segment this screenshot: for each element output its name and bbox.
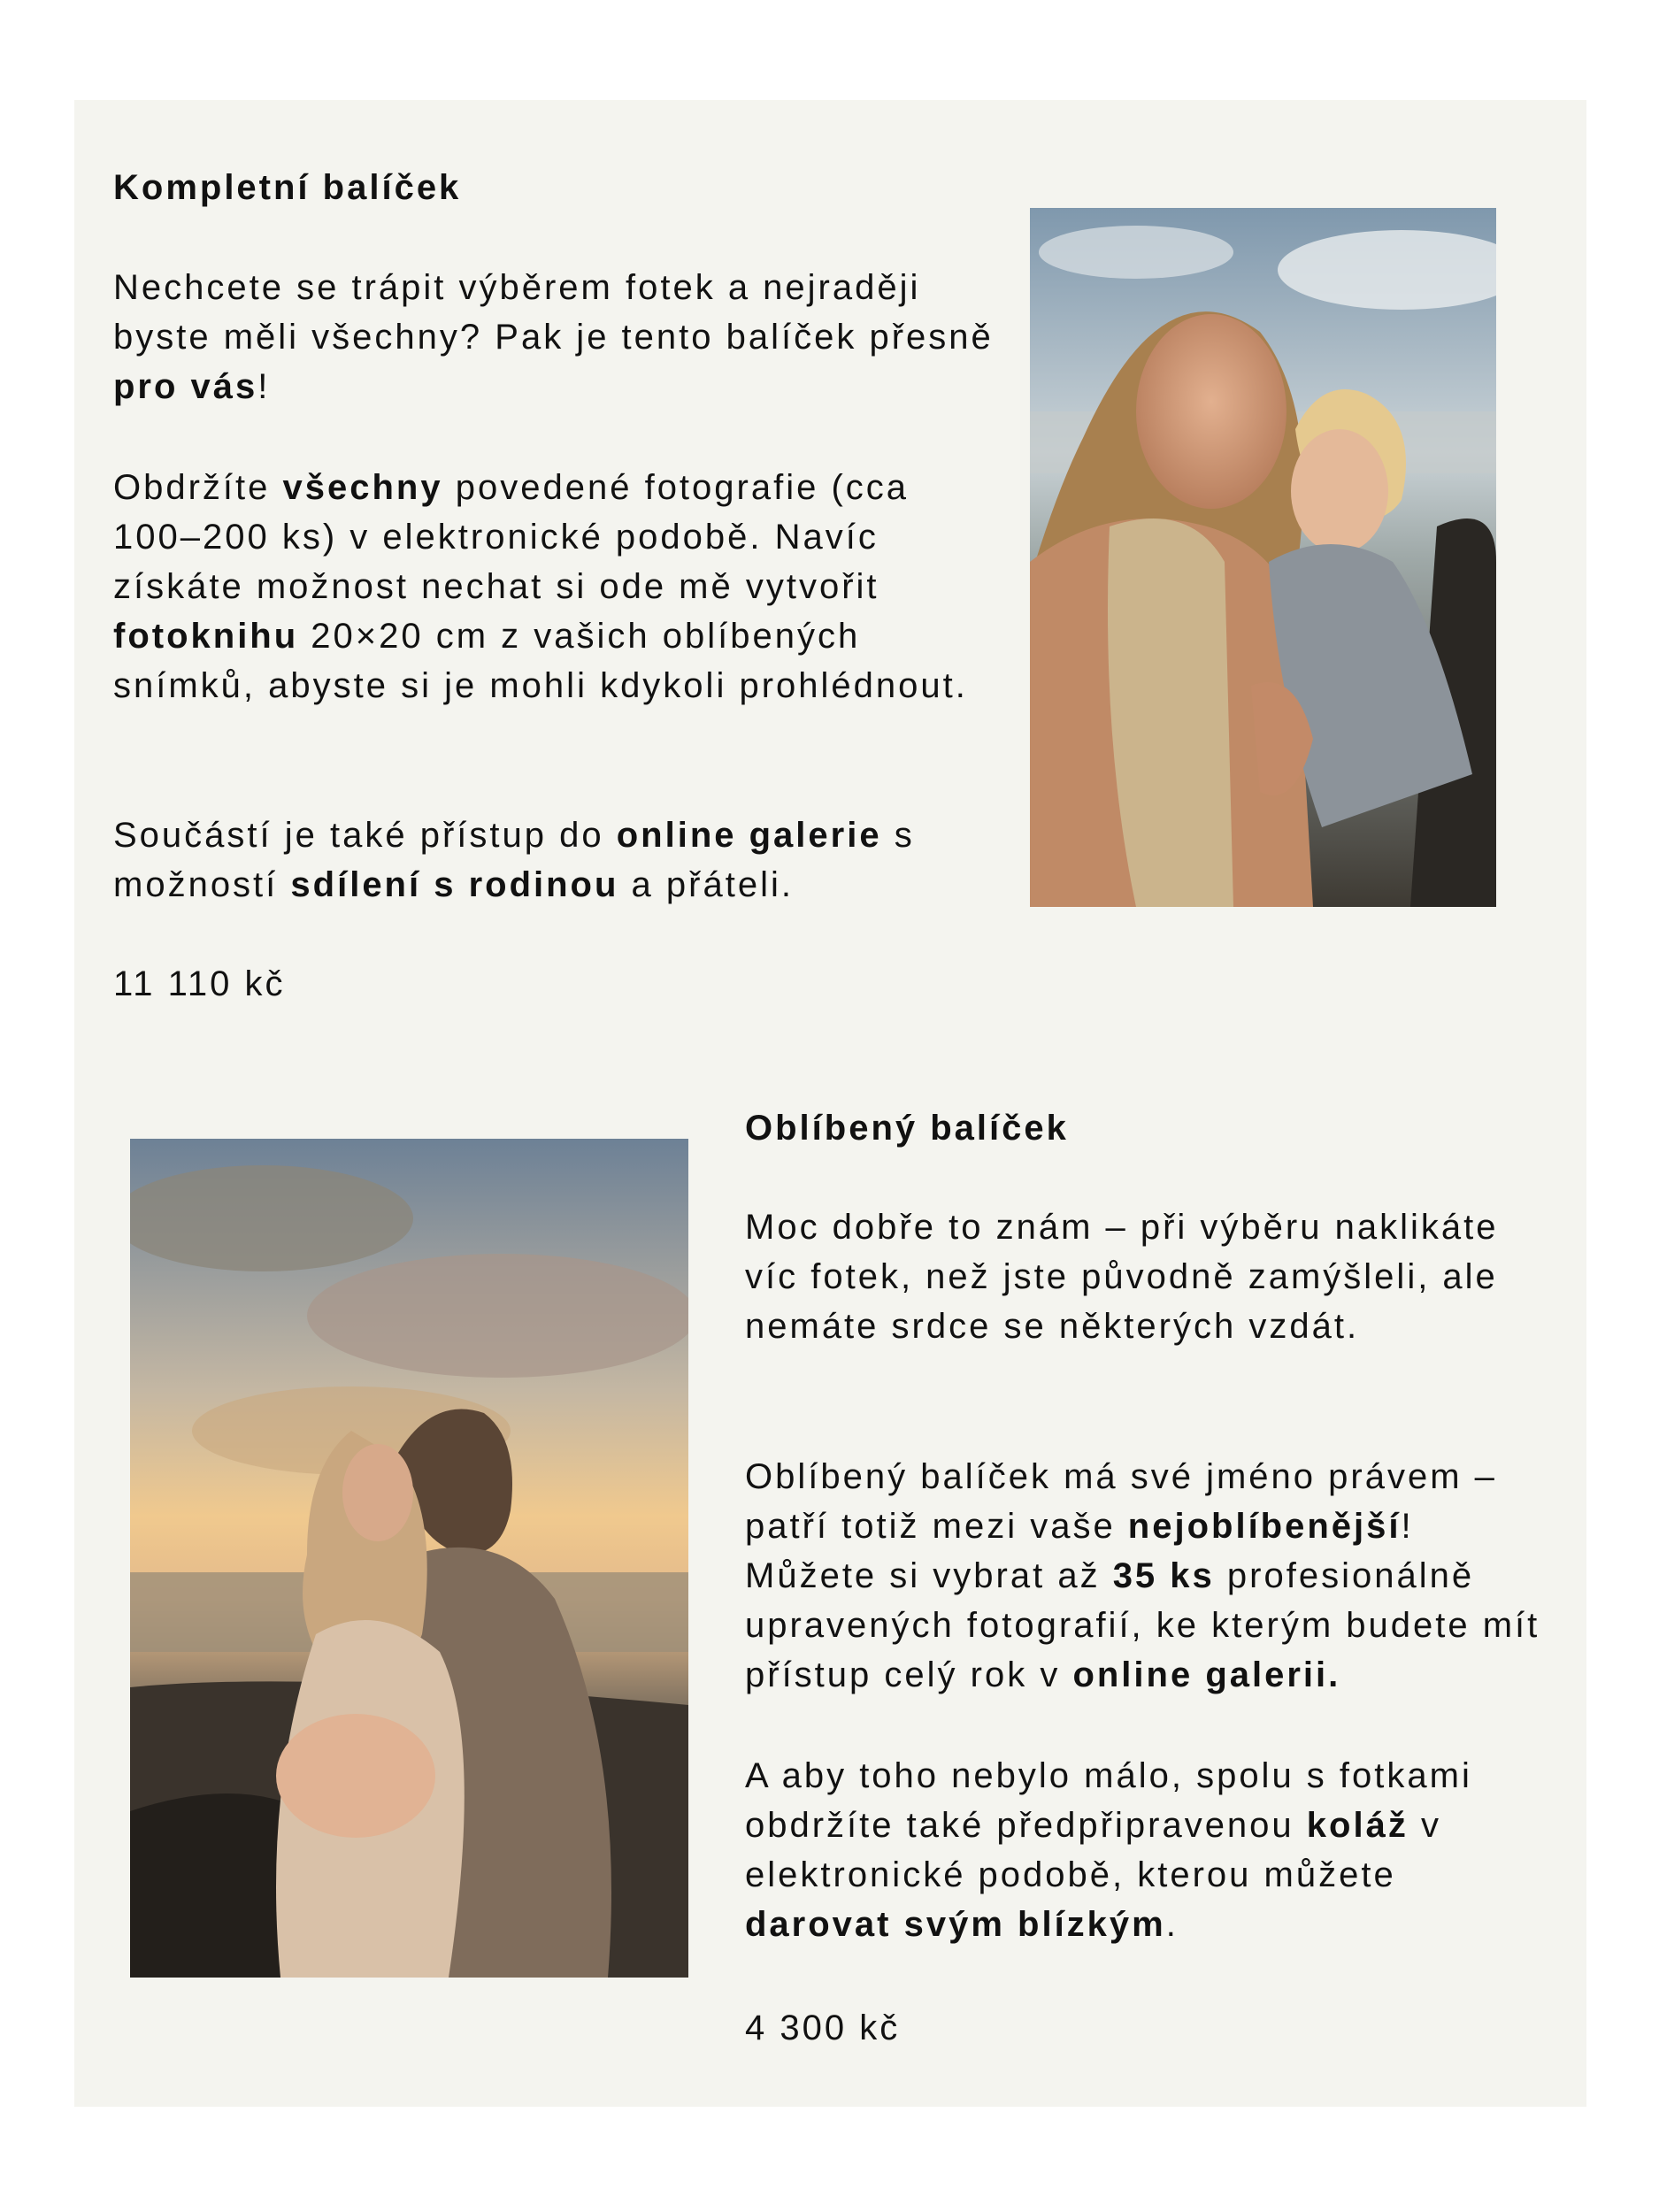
package2-collage-info: A aby toho nebylo málo, spolu s fotkami obdržíte také předpřipravenou koláž v elektronické podobě, kterou můžete darovat svým blízkým. <box>745 1756 1472 1944</box>
package1-gallery-info: Součástí je také přístup do online galerie s možností sdílení s rodinou a přáteli. <box>113 816 915 904</box>
couple-sunset-photo <box>130 1139 688 1978</box>
package1-details: Obdržíte všechny povedené fotografie (cca 100–200 ks) v elektronické podobě. Navíc získáte možnost nechat si ode mě vytvořit fotoknihu 20×20 cm z vašich oblíbených snímků, abyste si je mohli kdykoli prohlédnout. <box>113 468 968 705</box>
package1-price: 11 110 kč <box>113 964 286 1003</box>
mother-daughter-photo <box>1030 208 1496 907</box>
package2-intro: Moc dobře to znám – při výběru naklikáte víc fotek, než jste původně zamýšleli, ale nemáte srdce se některých vzdát. <box>745 1208 1499 1346</box>
package1-intro: Nechcete se trápit výběrem fotek a nejraději byste měli všechny? Pak je tento balíček přesně pro vás! <box>113 268 994 406</box>
package2-details: Oblíbený balíček má své jméno právem – patří totiž mezi vaše nejoblíbenější! Můžete si vybrat až 35 ks profesionálně upravených fotografií, ke kterým budete mít přístup celý rok v online galerii. <box>745 1457 1540 1694</box>
package2-title: Oblíbený balíček <box>745 1109 1069 1148</box>
package2-price: 4 300 kč <box>745 2008 901 2047</box>
package1-title: Kompletní balíček <box>113 168 462 207</box>
